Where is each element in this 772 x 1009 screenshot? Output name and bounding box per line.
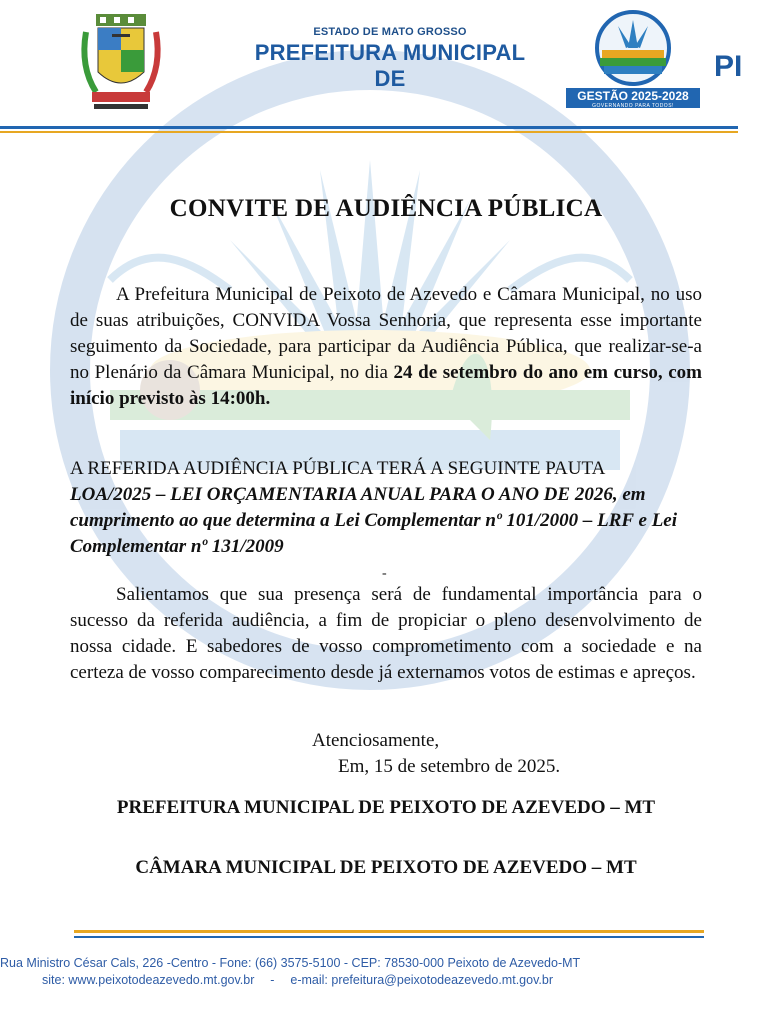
invitation-text: A Prefeitura Municipal de Peixoto de Azevedo e Câmara Municipal, no uso de suas atribuições, CONVIDA Vossa Senhoria, que representa esse importante seguimento da Sociedade, para participar da Audiência Pública, que realizar-se-a no Plenário da Câmara Municipal, no dia xyxy=(70,284,702,383)
letterhead xyxy=(0,0,743,130)
gestao-slogan: GOVERNANDO PARA TODOS! xyxy=(592,103,674,109)
prefeitura-name: PREFEITURA MUNICIPAL DE xyxy=(254,40,526,91)
coat-of-arms-icon xyxy=(76,12,166,112)
invitation-paragraph xyxy=(70,282,702,412)
document-date: Em, 15 de setembro de 2025. xyxy=(338,756,561,777)
footer-contacts xyxy=(42,973,742,987)
signature-prefeitura: PREFEITURA MUNICIPAL DE PEIXOTO DE AZEVEDO – MT xyxy=(116,797,656,818)
footer-address: Rua Ministro César Cals, 226 -Centro - Fone: (66) 3575-5100 - CEP: 78530-000 Peixoto de Azevedo-MT xyxy=(0,956,581,970)
document-title: CONVITE DE AUDIÊNCIA PÚBLICA xyxy=(169,195,603,222)
invitation-date-time: 24 de setembro do ano em curso, com início previsto às 14:00h. xyxy=(70,362,702,409)
header-cut-text: PI xyxy=(714,50,743,83)
footer-site-link[interactable]: site: www.peixotodeazevedo.mt.gov.br xyxy=(42,973,255,987)
state-name: ESTADO DE MATO GROSSO xyxy=(313,26,467,38)
closing-paragraph: Salientamos que sua presença será de fundamental importância para o sucesso da referida audiência, a fim de propiciar o pleno desenvolvimento de nossa cidade. E sabedores de vosso comprometimento com a sociedade e na certeza de vosso comparecimento desde já externamos votos de estimas e apreços. xyxy=(70,584,702,683)
closing-salutation: Atenciosamente, xyxy=(312,730,440,751)
agenda-items: LOA/2025 – LEI ORÇAMENTARIA ANUAL PARA O ANO DE 2026, em cumprimento ao que determina a Lei Complementar nº 101/2000 – LRF e Lei Complementar nº 131/2009 xyxy=(70,484,678,557)
footer-divider-gold xyxy=(74,930,704,933)
gestao-badge: GESTÃO 2025-2028 xyxy=(566,88,700,108)
footer-separator: - xyxy=(270,973,275,987)
header-divider-blue xyxy=(0,126,738,129)
separator-dash: - xyxy=(382,566,387,581)
agenda-intro: A REFERIDA AUDIÊNCIA PÚBLICA TERÁ A SEGUINTE PAUTA xyxy=(70,458,606,479)
header-divider-gold xyxy=(0,131,738,133)
footer-divider-blue xyxy=(74,936,704,938)
footer-email-link[interactable]: e-mail: prefeitura@peixotodeazevedo.mt.gov.br xyxy=(290,973,553,987)
agenda-block xyxy=(70,456,710,560)
signature-camara: CÂMARA MUNICIPAL DE PEIXOTO DE AZEVEDO – MT xyxy=(135,857,637,878)
